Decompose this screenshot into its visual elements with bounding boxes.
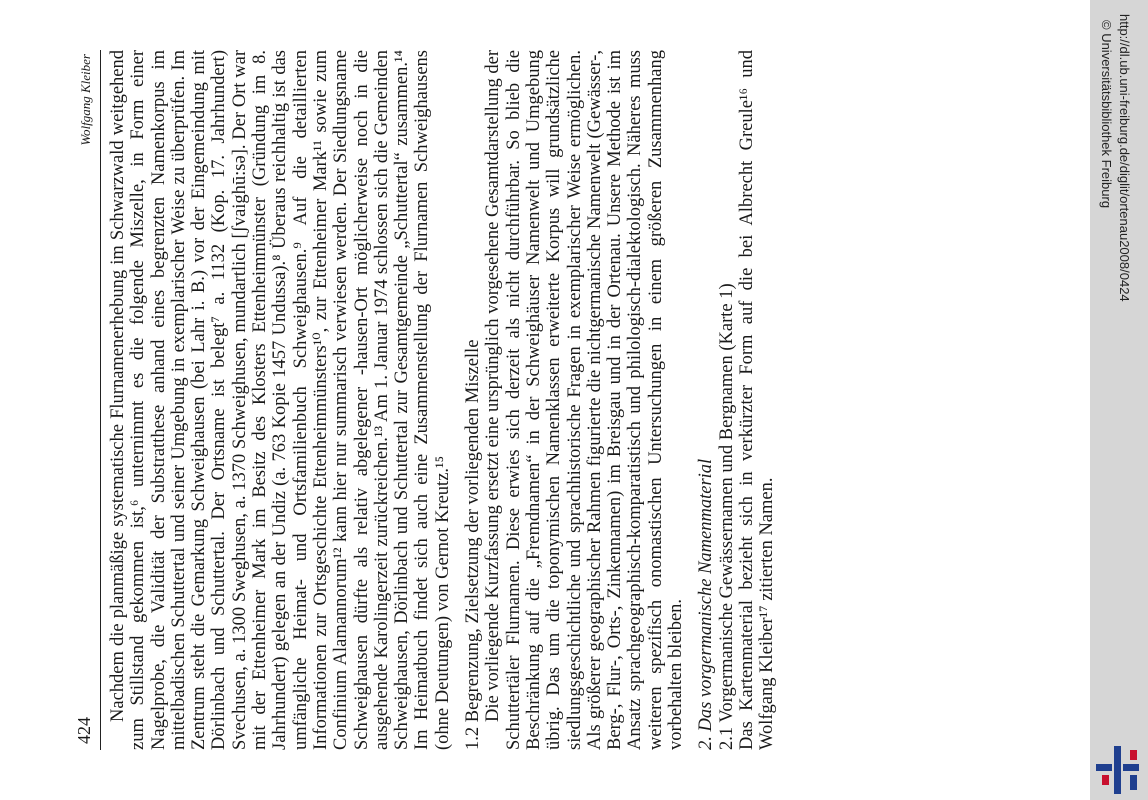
paragraph-scope: Die vorliegende Kurzfassung ersetzt eine ursprünglich vorgesehene Gesamtdarstellung der Schuttertäler Flurnamen. Diese erwies sich derzeit als nicht durchführbar. So blieb die Beschränkung auf die „Fremdnamen“ in der Schweighäuser Namenwelt und Umgebung übrig. Das um die toponymischen Namenklassen erweiterte Korpus will grundsätzliche siedlungsgeschichtliche und sprachhistorische Fragen in exemplarischer Weise ermöglichen. Als größerer geographischer Rahmen figurierte die nichtgermanische Namenwelt (Gewässer-, Berg-, Flur-, Orts-, Zinkennamen) im Breisgau und in der Ortenau. Unsere Methode ist im Ansatz sprachgeographisch-komparatistisch und philologisch-dialektologisch. Näheres muss weiteren spezifisch onomastischen Untersuchungen in einem größeren Zusammenhang vorbehalten bleiben. — [483, 50, 687, 750]
sidebar-text — [1090, 0, 1148, 800]
source-url-link[interactable]: http://dl.ub.uni-freiburg.de/diglit/ortenau2008/0424 — [1117, 14, 1132, 302]
ub-freiburg-logo-icon — [1092, 742, 1142, 798]
page-number: 424 — [74, 717, 94, 744]
section-heading-2-1: 2.1 Vorgermanische Gewässernamen und Bergnamen (Karte 1) — [716, 283, 737, 750]
paragraph-map-material: Das Kartenmaterial bezieht sich in verkürzter Form auf die bei Albrecht Greule¹⁶ und Wolfgang Kleiber¹⁷ zitierten Namen. — [736, 50, 778, 750]
paragraph-intro: Nachdem die planmäßige systematische Flurnamenerhebung im Schwarzwald weitgehend zum Stillstand gekommen ist,⁶ unternimmt es die folgende Miszelle, in Form einer Nagelprobe, die Validität der Substratthese anhand eines begrenzten Namenkorpus im mittelbadischen Schuttertal und seiner Umgebung in exemplarischer Weise zu überprüfen. Im Zentrum steht die Gemarkung Schweighausen (bei Lahr i. B.) vor der Eingemeindung mit Dörlinbach und Schuttertal. Der Ortsname ist belegt⁷ a. 1132 (Kop. 17. Jahrhundert) Svechusen, a. 1300 Sweghusen, a. 1370 Schweighusen, mundartlich [ʃvaighū:sә]. Der Ort war mit der Ettenheimer Mark im Besitz des Klosters Ettenheimmünster (Gründung im 8. Jahrhundert) gelegen an der Undiz (a. 763 Kopie 1457 Undussa).⁸ Überaus reichhaltig ist das umfängliche Heimat- und Ortsfamilienbuch Schweighausen.⁹ Auf die detaillierten Informationen zur Ortsgeschichte Ettenheimmünsters¹⁰, zur Ettenheimer Mark¹¹ sowie zum Confinium Alamannorum¹² kann hier nur summarisch verwiesen werden. Der Siedlungsname Schweighausen dürfte als relativ abgelegener -hausen-Ort möglicherweise noch in die ausgehende Karolingerzeit zurückreichen.¹³ Am 1. Januar 1974 schlossen sich die Gemeinden Schweighausen, Dörlinbach und Schuttertal zur Gesamtgemeinde „Schuttertal“ zusammen.¹⁴ Im Heimatbuch findet sich auch eine Zusammenstellung der Flurnamen Schweighausens (ohne Deutungen) von Gernot Kreutz.¹⁵ — [108, 50, 453, 750]
page-body — [108, 50, 778, 750]
running-header — [70, 50, 101, 750]
running-author: Wolfgang Kleiber — [78, 54, 93, 146]
copyright-notice: © Universitätsbibliothek Freiburg — [1099, 20, 1114, 209]
viewer-sidebar — [1090, 0, 1148, 800]
rotated-page-content — [70, 50, 1030, 750]
section-heading-2: 2. Das vorgermanische Namenmaterial — [696, 458, 717, 750]
section-heading-1-2: 1.2 Begrenzung, Zielsetzung der vorliegenden Miszelle — [463, 339, 484, 750]
